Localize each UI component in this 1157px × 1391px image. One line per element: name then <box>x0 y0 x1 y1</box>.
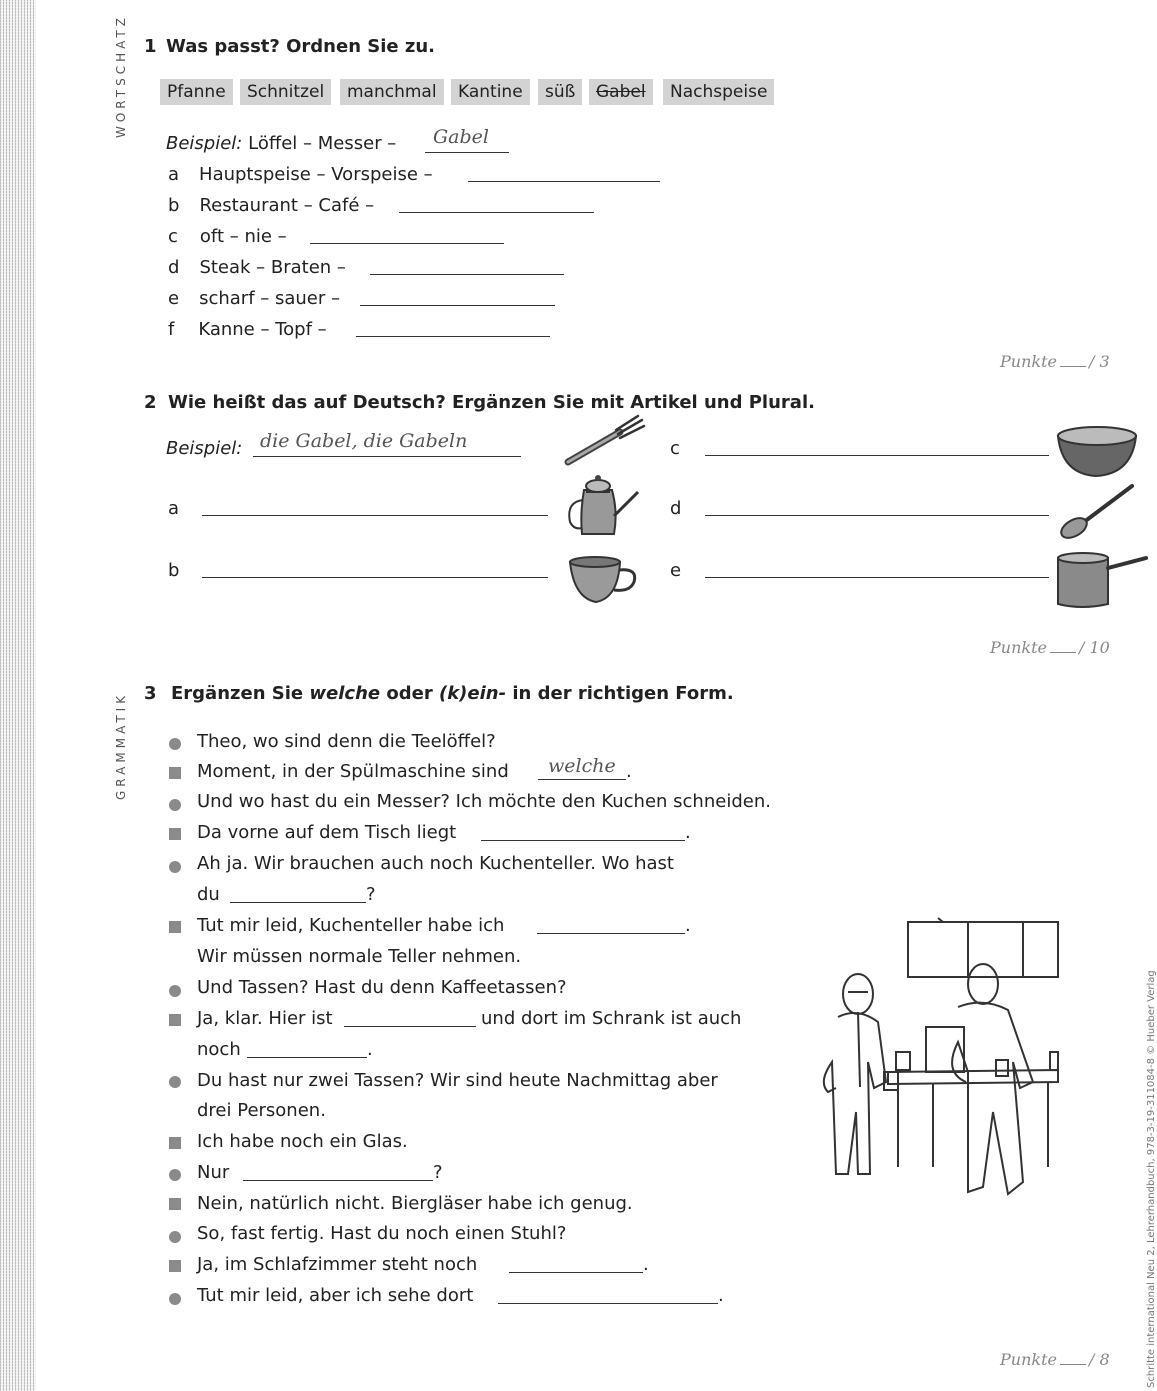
ex2-letter-c: c <box>670 438 680 459</box>
ex1-item-f: Kanne – Topf – <box>198 319 327 340</box>
answer-line-a[interactable] <box>468 181 660 182</box>
dialogue-line: Nur <box>197 1162 230 1183</box>
ex2-points: Punkte / 10 <box>990 638 1110 657</box>
dialogue-line: Und wo hast du ein Messer? Ich möchte den Kuchen schneiden. <box>197 791 771 812</box>
answer-line-2a[interactable] <box>202 515 548 516</box>
ex1-points: Punkte / 3 <box>1000 352 1110 371</box>
speaker-a-bullet <box>169 985 181 997</box>
dialogue-line: drei Personen. <box>197 1100 326 1121</box>
ex2-letter-b: b <box>168 560 180 581</box>
ex2-example-answer: die Gabel, die Gabeln <box>260 430 468 452</box>
word-box-item: Schnitzel <box>240 79 331 105</box>
punctuation: . <box>367 1039 373 1060</box>
dialogue-line: Nein, natürlich nicht. Biergläser habe ich genug. <box>197 1193 633 1214</box>
punctuation: ? <box>433 1162 443 1183</box>
side-label-wortschatz: WORTSCHATZ <box>114 14 128 138</box>
answer-line-3-3[interactable] <box>537 933 685 934</box>
word-box-item: manchmal <box>340 79 444 105</box>
speaker-a-bullet <box>169 1231 181 1243</box>
ex3-number: 3 <box>144 683 157 704</box>
pot-icon <box>1050 548 1150 612</box>
punctuation: . <box>685 822 691 843</box>
speaker-b-bullet <box>169 1014 181 1026</box>
answer-line-3-2[interactable] <box>230 902 366 903</box>
coffee-pot-icon <box>560 472 644 538</box>
speaker-b-bullet <box>169 828 181 840</box>
speaker-a-bullet <box>169 1293 181 1305</box>
ex1-item-b: Restaurant – Café – <box>199 195 375 216</box>
speaker-b-bullet <box>169 1198 181 1210</box>
answer-line-2d[interactable] <box>705 515 1049 516</box>
dialogue-line: Da vorne auf dem Tisch liegt <box>197 822 457 843</box>
ex2-example-label: Beispiel: <box>166 438 243 459</box>
answer-line-2e[interactable] <box>705 577 1049 578</box>
dialogue-line: und dort im Schrank ist auch <box>481 1008 742 1029</box>
speaker-b-bullet <box>169 921 181 933</box>
ex1-item-d: Steak – Braten – <box>199 257 346 278</box>
dialogue-line: noch <box>197 1039 241 1060</box>
dialogue-line: Tut mir leid, aber ich sehe dort <box>197 1285 474 1306</box>
speaker-a-bullet <box>169 799 181 811</box>
ex2-title: Wie heißt das auf Deutsch? Ergänzen Sie mit Artikel und Plural. <box>168 392 815 413</box>
ex2-letter-e: e <box>670 560 682 581</box>
copyright-credit: Schritte international Neu 2, Lehrerhandbuch, 978-3-19-311084-8 © Hueber Verlag <box>1146 970 1157 1388</box>
word-box-item: Kantine <box>451 79 530 105</box>
dialogue-line: Ich habe noch ein Glas. <box>197 1131 408 1152</box>
dialogue-line: Du hast nur zwei Tassen? Wir sind heute Nachmittag aber <box>197 1070 718 1091</box>
ex1-item-c: oft – nie – <box>199 226 287 247</box>
dialogue-line: Tut mir leid, Kuchenteller habe ich <box>197 915 505 936</box>
speaker-a-bullet <box>169 861 181 873</box>
bowl-icon <box>1052 422 1142 482</box>
dialogue-line: Ja, im Schlafzimmer steht noch <box>197 1254 478 1275</box>
item-letter: c <box>168 226 178 247</box>
speaker-b-bullet <box>169 767 181 779</box>
speaker-b-bullet <box>169 1260 181 1272</box>
answer-line-b[interactable] <box>399 212 594 213</box>
kitchen-illustration <box>808 912 1068 1204</box>
word-box-item-used: Gabel <box>589 79 653 105</box>
punctuation: . <box>643 1254 649 1275</box>
answer-line-3-1[interactable] <box>481 840 685 841</box>
answer-line-3-4[interactable] <box>344 1026 476 1027</box>
ex2-number: 2 <box>144 392 157 413</box>
speaker-a-bullet <box>169 1076 181 1088</box>
ex3-points: Punkte / 8 <box>1000 1350 1110 1369</box>
side-label-grammatik: GRAMMATIK <box>114 691 128 800</box>
answer-line-c[interactable] <box>310 243 504 244</box>
speaker-b-bullet <box>169 1137 181 1149</box>
dialogue-line: Moment, in der Spülmaschine sind <box>197 761 509 782</box>
cup-icon <box>564 552 644 606</box>
answer-line <box>253 456 521 457</box>
punctuation: . <box>685 915 691 936</box>
word-box-item: Pfanne <box>160 79 233 105</box>
dialogue-line: Wir müssen normale Teller nehmen. <box>197 946 522 967</box>
answer-line <box>425 152 509 153</box>
ex3-example-answer: welche <box>548 755 616 777</box>
spoon-icon <box>1054 482 1138 542</box>
speaker-a-bullet <box>169 738 181 750</box>
answer-line-e[interactable] <box>360 305 555 306</box>
ex1-number: 1 <box>144 36 157 57</box>
dialogue-line: Ja, klar. Hier ist <box>197 1008 333 1029</box>
punctuation: ? <box>366 884 376 905</box>
answer-line-3-6[interactable] <box>243 1180 433 1181</box>
answer-line-d[interactable] <box>370 274 564 275</box>
ex1-example-answer: Gabel <box>433 126 489 148</box>
speaker-a-bullet <box>169 1169 181 1181</box>
punctuation: . <box>626 761 632 782</box>
punctuation: . <box>718 1285 724 1306</box>
item-letter: f <box>168 319 175 340</box>
answer-line <box>538 779 626 780</box>
word-box-item: Nachspeise <box>663 79 774 105</box>
dialogue-line: Ah ja. Wir brauchen auch noch Kuchenteller. Wo hast <box>197 853 674 874</box>
dialogue-line: du <box>197 884 220 905</box>
answer-line-2b[interactable] <box>202 577 548 578</box>
answer-line-3-7[interactable] <box>509 1272 643 1273</box>
ex1-item-a: Hauptspeise – Vorspeise – <box>199 164 433 185</box>
ex3-title: Ergänzen Sie welche oder (k)ein- in der richtigen Form. <box>171 683 734 704</box>
ex1-item-e: scharf – sauer – <box>199 288 340 309</box>
ex2-letter-d: d <box>670 498 682 519</box>
answer-line-2c[interactable] <box>705 455 1049 456</box>
item-letter: b <box>168 195 180 216</box>
item-letter: d <box>168 257 180 278</box>
page-edge-stripe <box>0 0 36 1391</box>
answer-line-3-8[interactable] <box>498 1303 718 1304</box>
dialogue-line: Und Tassen? Hast du denn Kaffeetassen? <box>197 977 567 998</box>
ex1-example-label: Beispiel: <box>166 133 243 154</box>
dialogue-line: Theo, wo sind denn die Teelöffel? <box>197 731 496 752</box>
fork-icon <box>562 414 648 470</box>
answer-line-3-5[interactable] <box>247 1057 367 1058</box>
answer-line-f[interactable] <box>356 336 550 337</box>
item-letter: a <box>168 164 180 185</box>
ex1-example-text: Löffel – Messer – <box>248 133 397 154</box>
ex2-letter-a: a <box>168 498 180 519</box>
item-letter: e <box>168 288 180 309</box>
dialogue-line: So, fast fertig. Hast du noch einen Stuhl? <box>197 1223 567 1244</box>
word-box-item: süß <box>538 79 582 105</box>
ex1-title: Was passt? Ordnen Sie zu. <box>166 36 436 57</box>
